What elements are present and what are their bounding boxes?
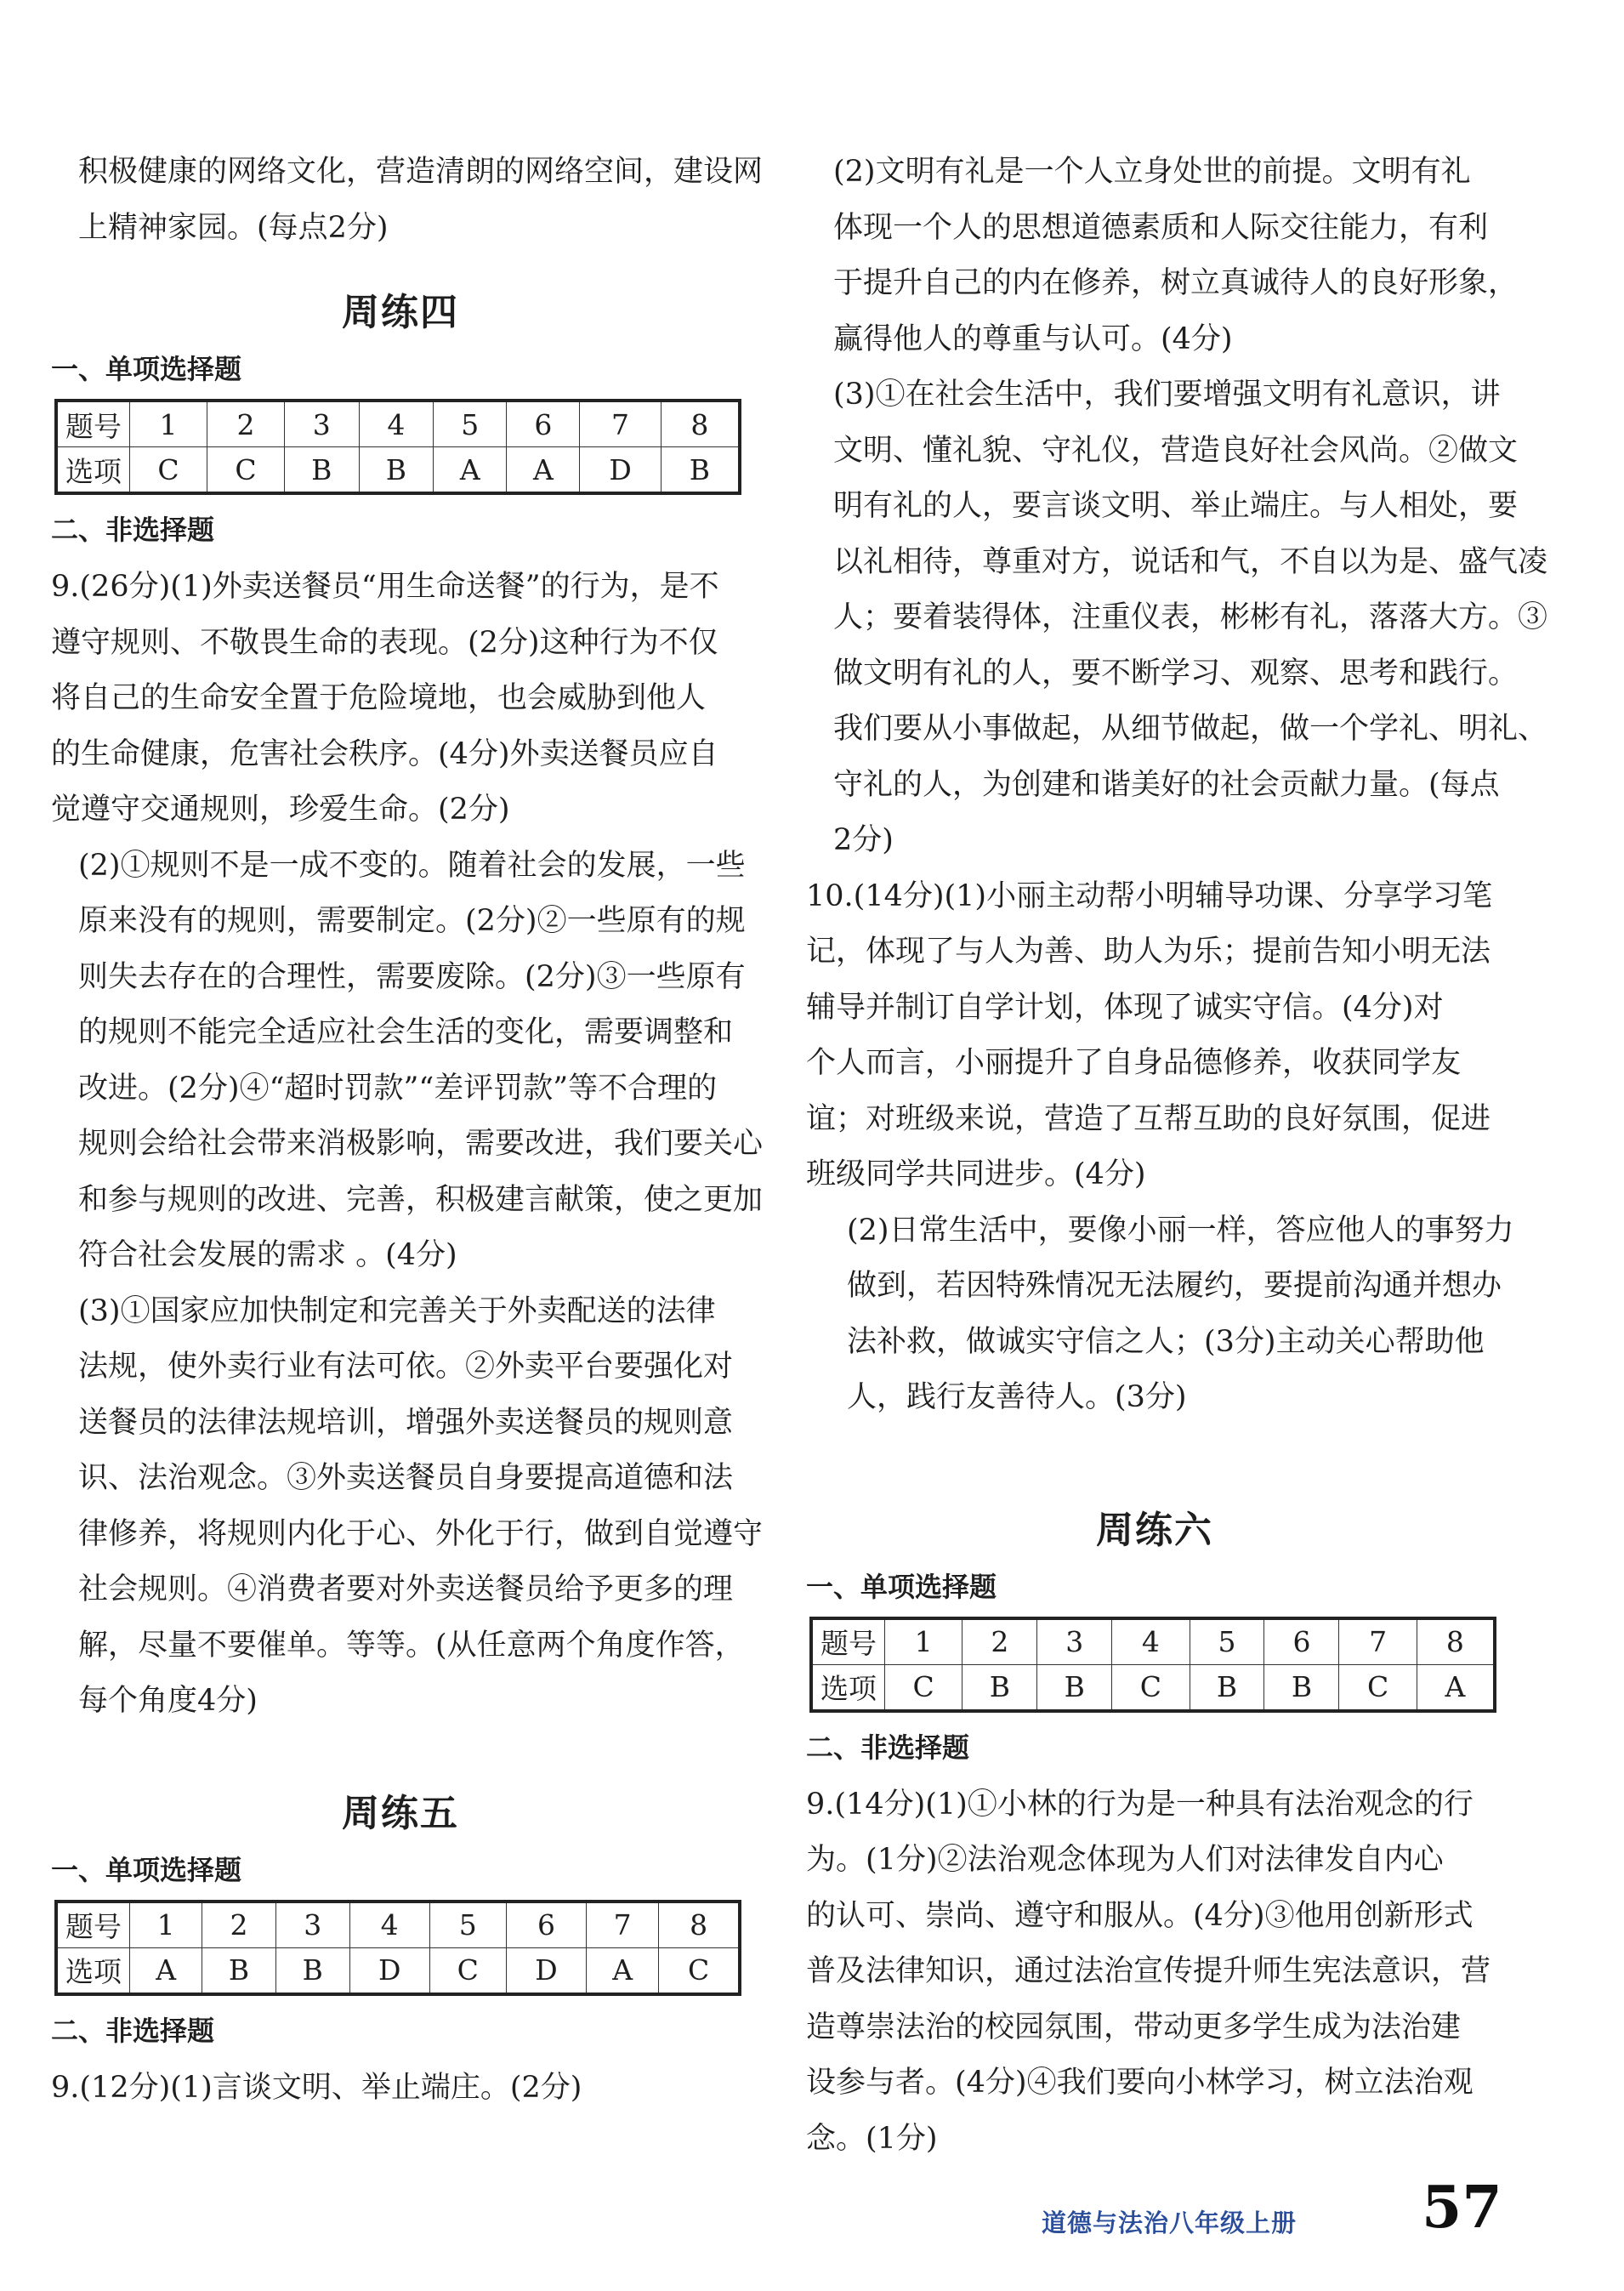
right-column [806, 145, 1548, 2167]
text-line: (3)①国家应加快制定和完善关于外卖配送的法律 [78, 1293, 716, 1328]
text-line: 规则会给社会带来消极影响，需要改进，我们要关心 [78, 1127, 764, 1161]
text-line: 解，尽量不要催单。等等。(从任意两个角度作答， [78, 1628, 745, 1663]
answer-row-cell: A [434, 447, 507, 494]
answer-row-cell: A [1417, 1664, 1495, 1711]
text-line: 赢得他人的尊重与认可。(4分) [833, 321, 1233, 356]
question-number-row-cell: 3 [1037, 1618, 1112, 1665]
question-number-row-cell: 4 [349, 1902, 429, 1948]
text-line: 2分) [833, 823, 894, 857]
question-number-row-cell: 1 [130, 1902, 202, 1948]
text-line: 则失去存在的合理性，需要废除。(2分)③一些原有 [78, 959, 746, 994]
text-line: 于提升自己的内在修养，树立真诚待人的良好形象， [833, 266, 1519, 300]
text-line: 明有礼的人，要言谈文明、举止端庄。与人相处，要 [833, 489, 1519, 523]
week5-answer-table [54, 1900, 741, 1996]
answer-row-cell: C [659, 1947, 740, 1994]
answer-row-cell: D [580, 447, 661, 494]
text-line: 10.(14分)(1)小丽主动帮小明辅导功课、分享学习笔 [806, 878, 1493, 913]
text-line: 我们要从小事做起，从细节做起，做一个学礼、明礼、 [833, 712, 1548, 746]
week4-answer-table [54, 399, 741, 495]
question-number-row-cell: 7 [1339, 1618, 1417, 1665]
text-line: 设参与者。(4分)④我们要向小林学习，树立法治观 [806, 2066, 1474, 2100]
text-line: 班级同学共同进步。(4分) [806, 1157, 1146, 1191]
week4-title: 周练四 [342, 291, 459, 334]
text-line: 普及法律知识，通过法治宣传提升师生宪法意识，营 [806, 1954, 1491, 1988]
text-line: 造尊崇法治的校园氛围，带动更多学生成为法治建 [806, 2010, 1462, 2044]
text-line: 律修养，将规则内化于心、外化于行，做到自觉遵守 [78, 1516, 764, 1551]
question-number-row-cell: 6 [507, 401, 580, 447]
answer-row-cell: B [1037, 1664, 1112, 1711]
question-number-row [56, 1902, 740, 1948]
text-line: 的规则不能完全适应社会生活的变化，需要调整和 [78, 1015, 734, 1049]
text-line: 将自己的生命安全置于危险境地，也会威胁到他人 [51, 681, 707, 715]
answer-row-cell: B [275, 1947, 349, 1994]
question-number-row-cell: 5 [434, 401, 507, 447]
week4-nonchoice-heading: 二、非选择题 [51, 514, 215, 546]
week6-nonchoice-heading: 二、非选择题 [806, 1731, 970, 1764]
week5-q9-part1 [51, 2061, 750, 2117]
text-line: 社会规则。④消费者要对外卖送餐员给予更多的理 [78, 1572, 734, 1606]
question-number-row-cell: 4 [1112, 1618, 1190, 1665]
answer-row-cell: B [202, 1947, 276, 1994]
intro-paragraph [51, 145, 764, 256]
week5-q10-part2 [806, 1203, 1514, 1426]
question-number-row-cell: 8 [659, 1902, 740, 1948]
question-number-row-cell: 7 [587, 1902, 659, 1948]
text-line: (2)文明有礼是一个人立身处世的前提。文明有礼 [833, 155, 1471, 189]
text-line: 积极健康的网络文化，营造清朗的网络空间，建设网 [78, 155, 764, 189]
week5-q9-part3 [806, 367, 1548, 869]
text-line: 为。(1分)②法治观念体现为人们对法律发自内心 [806, 1843, 1444, 1877]
question-number-row-cell: 7 [580, 401, 661, 447]
text-line: 原来没有的规则，需要制定。(2分)②一些原有的规 [78, 904, 746, 938]
week6-title: 周练六 [1096, 1508, 1213, 1552]
week5-q10-part1 [806, 869, 1503, 1203]
week6-choice-heading: 一、单项选择题 [806, 1570, 997, 1603]
text-line: 和参与规则的改进、完善，积极建言献策，使之更加 [78, 1182, 764, 1217]
answer-row-label: 选项 [56, 447, 130, 494]
question-number-row-cell: 2 [962, 1618, 1037, 1665]
text-line: 改进。(2分)④“超时罚款”“差评罚款”等不合理的 [78, 1071, 718, 1106]
text-line: 念。(1分) [806, 2121, 938, 2156]
week4-q9-part2 [51, 839, 764, 1284]
text-line: 9.(12分)(1)言谈文明、举止端庄。(2分) [51, 2070, 582, 2105]
answer-row-cell: C [207, 447, 285, 494]
text-line: 法规，使外卖行业有法可依。②外卖平台要强化对 [78, 1350, 734, 1384]
week5-q9-part2 [806, 145, 1519, 367]
text-line: (2)①规则不是一成不变的。随着社会的发展，一些 [78, 848, 746, 883]
question-number-row-cell: 3 [285, 401, 360, 447]
question-number-row-label: 题号 [56, 1902, 130, 1948]
answer-row-cell: D [506, 1947, 586, 1994]
week6-q9-part1 [806, 1777, 1503, 2168]
answer-row-cell: D [349, 1947, 429, 1994]
question-number-row-cell: 5 [1190, 1618, 1264, 1665]
question-number-row-cell: 5 [429, 1902, 506, 1948]
footer-subject: 道德与法治八年级上册 [1042, 2209, 1297, 2237]
text-line: 做到，若因特殊情况无法履约，要提前沟通并想办 [847, 1269, 1502, 1303]
question-number-row-cell: 4 [359, 401, 434, 447]
answer-row [811, 1664, 1495, 1711]
text-line: 记，体现了与人为善、助人为乐；提前告知小明无法 [806, 935, 1491, 969]
answer-row-cell: B [661, 447, 740, 494]
answer-row-cell: C [130, 447, 207, 494]
question-number-row-cell: 1 [885, 1618, 962, 1665]
question-number-row-cell: 2 [202, 1902, 276, 1948]
answer-row-cell: A [130, 1947, 202, 1994]
week4-q9-part1 [51, 560, 750, 839]
text-line: (3)①在社会生活中，我们要增强文明有礼意识，讲 [833, 378, 1501, 412]
question-number-row-label: 题号 [811, 1618, 885, 1665]
page-number: 57 [1422, 2174, 1502, 2242]
answer-row-cell: B [1264, 1664, 1339, 1711]
answer-row-cell: B [285, 447, 360, 494]
text-line: 识、法治观念。③外卖送餐员自身要提高道德和法 [78, 1461, 734, 1495]
answer-row-cell: A [507, 447, 580, 494]
text-line: (2)日常生活中，要像小丽一样，答应他人的事努力 [847, 1213, 1514, 1248]
week6-answer-table [809, 1617, 1496, 1713]
text-line: 的生命健康，危害社会秩序。(4分)外卖送餐员应自 [51, 736, 718, 771]
left-column [51, 145, 764, 2116]
question-number-row-cell: 1 [130, 401, 207, 447]
text-line: 体现一个人的思想道德素质和人际交往能力，有利 [833, 210, 1489, 245]
question-number-row-label: 题号 [56, 401, 130, 447]
answer-row-cell: B [962, 1664, 1037, 1711]
question-number-row-cell: 3 [275, 1902, 349, 1948]
answer-row-cell: C [885, 1664, 962, 1711]
text-line: 9.(14分)(1)①小林的行为是一种具有法治观念的行 [806, 1787, 1474, 1822]
text-line: 符合社会发展的需求 。(4分) [78, 1238, 457, 1272]
text-line: 的认可、崇尚、遵守和服从。(4分)③他用创新形式 [806, 1898, 1474, 1933]
answer-row-cell: B [359, 447, 434, 494]
text-line: 9.(26分)(1)外卖送餐员“用生命送餐”的行为，是不 [51, 570, 719, 604]
answer-row-cell: C [1112, 1664, 1190, 1711]
question-number-row-cell: 8 [661, 401, 740, 447]
text-line: 文明、懂礼貌、守礼仪，营造良好社会风尚。②做文 [833, 433, 1519, 468]
text-line: 人；要着装得体，注重仪表，彬彬有礼，落落大方。③ [833, 600, 1548, 634]
answer-row-cell: B [1190, 1664, 1264, 1711]
text-line: 谊；对班级来说，营造了互帮互助的良好氛围，促进 [806, 1101, 1491, 1136]
text-line: 个人而言，小丽提升了自身品德修养，收获同学友 [806, 1046, 1462, 1080]
question-number-row [811, 1618, 1495, 1665]
text-line: 做文明有礼的人，要不断学习、观察、思考和践行。 [833, 656, 1519, 691]
answer-row-label: 选项 [811, 1664, 885, 1711]
answer-row-cell: C [1339, 1664, 1417, 1711]
text-line: 上精神家园。(每点2分) [78, 210, 389, 245]
question-number-row [56, 401, 740, 447]
question-number-row-cell: 6 [1264, 1618, 1339, 1665]
text-line: 以礼相待，尊重对方，说话和气，不自以为是、盛气凌 [833, 544, 1548, 579]
question-number-row-cell: 6 [506, 1902, 586, 1948]
week5-nonchoice-heading: 二、非选择题 [51, 2014, 215, 2047]
text-line: 法补救，做诚实守信之人；(3分)主动关心帮助他 [847, 1324, 1485, 1359]
week4-choice-heading: 一、单项选择题 [51, 353, 242, 385]
answer-row-label: 选项 [56, 1947, 130, 1994]
question-number-row-cell: 8 [1417, 1618, 1495, 1665]
question-number-row-cell: 2 [207, 401, 285, 447]
text-line: 辅导并制订自学计划，体现了诚实守信。(4分)对 [806, 990, 1444, 1025]
text-line: 觉遵守交通规则，珍爱生命。(2分) [51, 793, 510, 827]
text-line: 每个角度4分) [78, 1684, 258, 1718]
text-line: 送餐员的法律法规培训，增强外卖送餐员的规则意 [78, 1405, 734, 1440]
answer-row [56, 1947, 740, 1994]
week5-title: 周练五 [342, 1791, 459, 1835]
week5-choice-heading: 一、单项选择题 [51, 1853, 242, 1886]
week4-q9-part3 [51, 1284, 764, 1730]
answer-row-cell: A [587, 1947, 659, 1994]
text-line: 遵守规则、不敬畏生命的表现。(2分)这种行为不仅 [51, 625, 718, 660]
answer-row-cell: C [429, 1947, 506, 1994]
text-line: 人，践行友善待人。(3分) [847, 1380, 1187, 1414]
answer-row [56, 447, 740, 494]
text-line: 守礼的人，为创建和谐美好的社会贡献力量。(每点 [833, 767, 1500, 802]
